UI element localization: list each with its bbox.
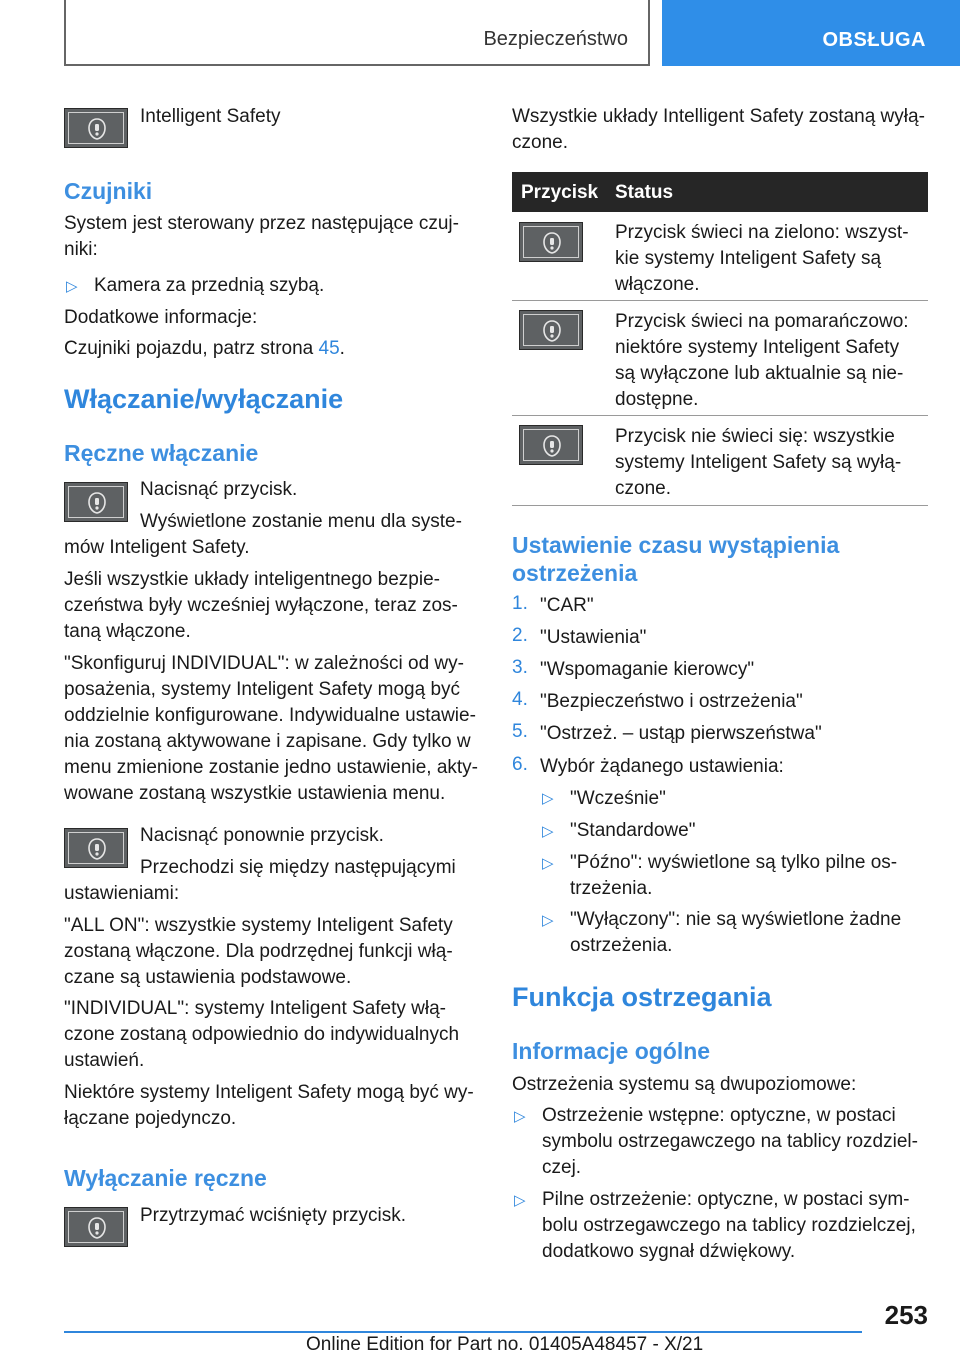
all-on-line: zostaną włączone. Dla podrzędnej funkcji włą-	[64, 941, 453, 962]
urgent-warning-line: bolu ostrzegawczego na tablicy rozdzielczej,	[542, 1215, 916, 1236]
table-cell: Przycisk świeci na zielono: wszyst-	[615, 222, 909, 243]
individual-line: "INDIVIDUAL": systemy Inteligent Safety włą-	[64, 998, 447, 1019]
step-number: 1.	[512, 593, 528, 614]
config-line: oddzielnie konfigurowane. Indywidualne ustawie-	[64, 705, 476, 726]
option-item: trzeżenia.	[570, 878, 653, 899]
chapter-tab-label: OBSŁUGA	[822, 29, 926, 51]
button-green-icon	[519, 222, 583, 262]
table-cell: kie systemy Inteligent Safety są	[615, 248, 882, 269]
header-frame	[64, 0, 650, 66]
bullet-triangle-icon: ▷	[542, 790, 554, 807]
button-off-icon	[519, 425, 583, 465]
warning-heading: Funkcja ostrzegania	[512, 982, 772, 1012]
all-off-line: czone.	[512, 132, 568, 153]
press-button-text: Nacisnąć przycisk.	[140, 479, 298, 500]
cycle-line: Przechodzi się między następującymi	[140, 857, 456, 878]
step-item: "Ostrzeż. – ustąp pierwszeństwa"	[540, 723, 822, 744]
col-button-header: Przycisk	[521, 182, 599, 203]
bullet-triangle-icon: ▷	[66, 278, 78, 295]
some-systems-line: Niektóre systemy Inteligent Safety mogą być wy-	[64, 1082, 474, 1103]
page-link[interactable]: 45	[318, 338, 340, 359]
step-item: "Bezpieczeństwo i ostrzeżenia"	[540, 691, 803, 712]
table-row-divider	[512, 505, 928, 506]
bullet-triangle-icon: ▷	[542, 912, 554, 929]
step-number: 3.	[512, 657, 528, 678]
bullet-triangle-icon: ▷	[514, 1192, 526, 1209]
if-all-line: taną włączone.	[64, 621, 191, 642]
config-line: posażenia, systemy Inteligent Safety mogą być	[64, 679, 461, 700]
see-page-reference: Czujniki pojazdu, patrz strona 45.	[64, 338, 345, 359]
bullet-triangle-icon: ▷	[542, 855, 554, 872]
table-row-divider	[512, 415, 928, 416]
step-number: 2.	[512, 625, 528, 646]
hold-button-text: Przytrzymać wciśnięty przycisk.	[140, 1205, 407, 1226]
urgent-warning-line: dodatkowo sygnał dźwiękowy.	[542, 1241, 796, 1262]
manual-on-heading: Ręczne włączanie	[64, 440, 259, 466]
step-item: Wybór żądanego ustawienia:	[540, 756, 784, 777]
all-on-line: "ALL ON": wszystkie systemy Inteligent Safety	[64, 915, 453, 936]
timing-heading: ostrzeżenia	[512, 560, 638, 586]
intelligent-safety-button-icon	[64, 828, 128, 868]
table-row-divider	[512, 300, 928, 301]
if-all-line: Jeśli wszystkie układy inteligentnego bezpie-	[64, 569, 440, 590]
step-number: 5.	[512, 721, 528, 742]
col-status-header: Status	[615, 182, 674, 203]
table-cell: Przycisk świeci na pomarańczowo:	[615, 311, 909, 332]
footer-divider	[64, 1331, 862, 1333]
intelligent-safety-button-icon	[64, 482, 128, 522]
section-title: Bezpieczeństwo	[483, 28, 628, 50]
option-item: "Wyłączony": nie są wyświetlone żadne	[570, 909, 902, 930]
intro-label: Intelligent Safety	[140, 106, 281, 127]
some-systems-line: łączane pojedynczo.	[64, 1108, 237, 1129]
pre-warning-line: Ostrzeżenie wstępne: optyczne, w postaci	[542, 1105, 896, 1126]
menu-shown-line: mów Inteligent Safety.	[64, 537, 250, 558]
sensors-text-line: niki:	[64, 239, 98, 260]
option-item: ostrzeżenia.	[570, 935, 673, 956]
step-number: 6.	[512, 754, 528, 775]
manual-off-heading: Wyłączanie ręczne	[64, 1165, 267, 1191]
chapter-tab[interactable]	[662, 0, 960, 66]
urgent-warning-line: Pilne ostrzeżenie: optyczne, w postaci sym-	[542, 1189, 910, 1210]
onoff-heading: Włączanie/wyłączanie	[64, 384, 344, 414]
bullet-triangle-icon: ▷	[514, 1108, 526, 1125]
pre-warning-line: czej.	[542, 1157, 582, 1178]
config-line: "Skonfiguruj INDIVIDUAL": w zależności od wy-	[64, 653, 464, 674]
table-cell: dostępne.	[615, 389, 699, 410]
bullet-triangle-icon: ▷	[542, 823, 554, 840]
step-item: "Ustawienia"	[540, 627, 647, 648]
table-cell: Przycisk nie świeci się: wszystkie	[615, 426, 895, 447]
step-item: "CAR"	[540, 595, 594, 616]
sensors-bullet: Kamera za przednią szybą.	[94, 275, 325, 296]
table-cell: czone.	[615, 478, 671, 499]
config-line: nia zostaną aktywowane i zapisane. Gdy tylko w	[64, 731, 471, 752]
menu-shown-line: Wyświetlone zostanie menu dla syste-	[140, 511, 462, 532]
table-cell: systemy Inteligent Safety są wyłą-	[615, 452, 902, 473]
config-line: wowane zostaną wszystkie ustawienia menu.	[64, 783, 446, 804]
if-all-line: czeństwa były wcześniej wyłączone, teraz zos-	[64, 595, 458, 616]
page-number: 253	[884, 1300, 928, 1330]
pre-warning-line: symbolu ostrzegawczego na tablicy rozdziel-	[542, 1131, 918, 1152]
more-info-label: Dodatkowe informacje:	[64, 307, 258, 328]
sensors-text-line: System jest sterowany przez następujące czuj-	[64, 213, 459, 234]
step-item: "Wspomaganie kierowcy"	[540, 659, 755, 680]
press-again-text: Nacisnąć ponownie przycisk.	[140, 825, 384, 846]
intelligent-safety-button-icon	[64, 1207, 128, 1247]
option-item: "Wcześnie"	[570, 788, 666, 809]
button-orange-icon	[519, 310, 583, 350]
step-number: 4.	[512, 689, 528, 710]
table-cell: niektóre systemy Inteligent Safety	[615, 337, 900, 358]
cycle-line: ustawieniami:	[64, 883, 180, 904]
table-cell: włączone.	[615, 274, 700, 295]
individual-line: czone zostaną odpowiednio do indywidualnych	[64, 1024, 460, 1045]
all-off-line: Wszystkie układy Intelligent Safety zostaną wyłą-	[512, 106, 925, 127]
config-line: menu zmienione zostanie jedno ustawienie, akty-	[64, 757, 479, 778]
status-table-header	[512, 172, 928, 212]
table-cell: są wyłączone lub aktualnie są nie-	[615, 363, 904, 384]
option-item: "Późno": wyświetlone są tylko pilne os-	[570, 852, 898, 873]
individual-line: ustawień.	[64, 1050, 145, 1071]
edition-text: Online Edition for Part no. 01405A48457 - X/21	[306, 1334, 704, 1355]
all-on-line: czane są ustawienia podstawowe.	[64, 967, 352, 988]
sensors-heading: Czujniki	[64, 178, 153, 204]
option-item: "Standardowe"	[570, 820, 696, 841]
two-levels-text: Ostrzeżenia systemu są dwupoziomowe:	[512, 1074, 857, 1095]
timing-heading: Ustawienie czasu wystąpienia	[512, 532, 840, 558]
intelligent-safety-button-icon	[64, 108, 128, 148]
general-info-heading: Informacje ogólne	[512, 1038, 711, 1064]
